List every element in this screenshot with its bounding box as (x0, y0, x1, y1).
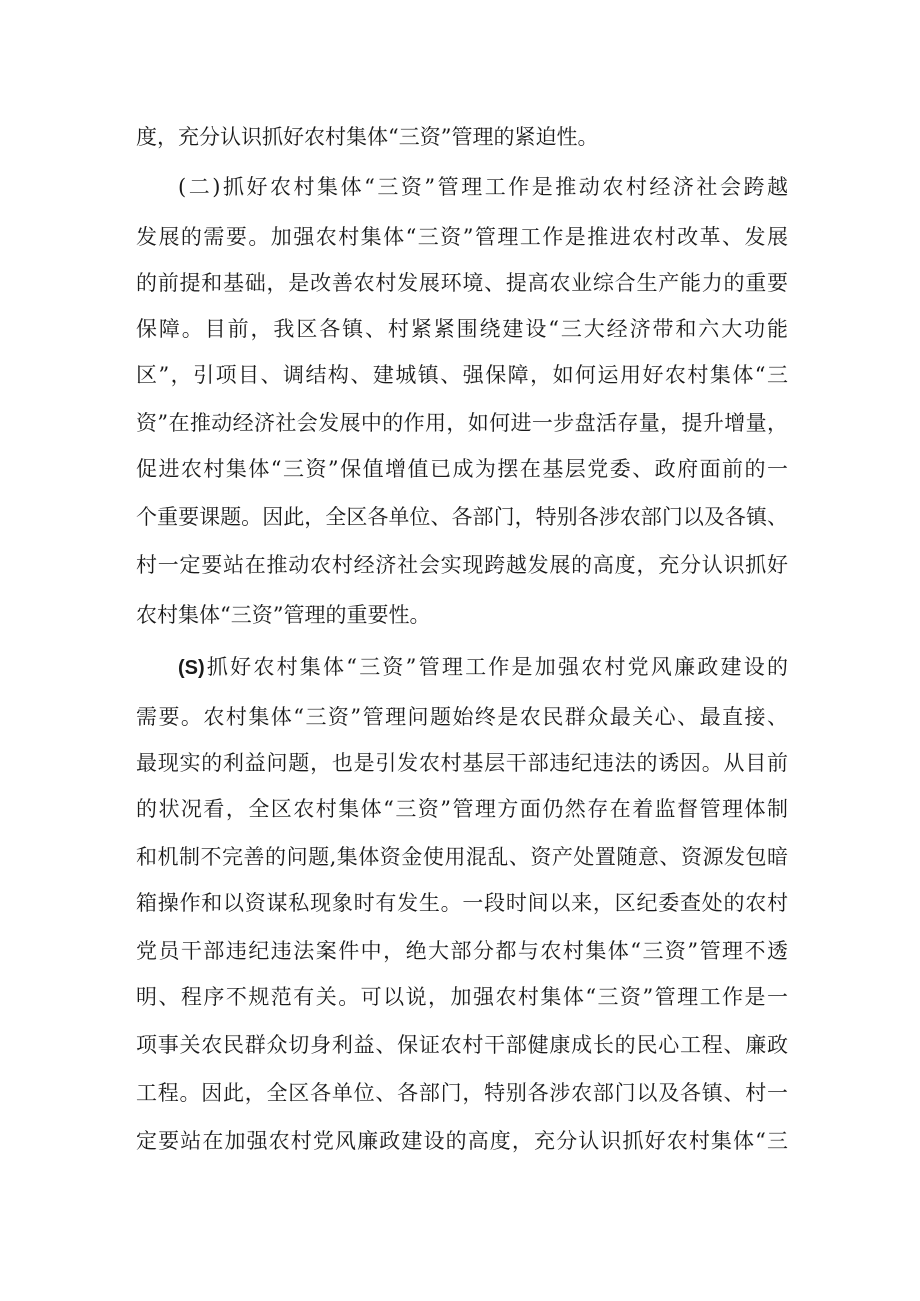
paragraph-3-line: 和机制不完善的问题,集体资金使用混乱、资产处置随意、资源发包暗 (136, 845, 788, 869)
paragraph-2-line: 区”，引项目、调结构、建城镇、强保障，如何运用好农村集体“三 (136, 363, 788, 387)
paragraph-3-line: 明、程序不规范有关。可以说，加强农村集体“三资”管理工作是一 (136, 985, 788, 1009)
paragraph-3-first-line-text: 抓好农村集体“三资”管理工作是加强农村党风廉政建设的 (204, 655, 788, 679)
paragraph-3-line: 定要站在加强农村党风廉政建设的高度，充分认识抓好农村集体“三 (136, 1129, 788, 1153)
paragraph-2-line: 的前提和基础，是改善农村发展环境、提高农业综合生产能力的重要 (136, 271, 788, 295)
paragraph-3-first-line (178, 647, 788, 687)
paragraph-3-line: 党员干部违纪违法案件中，绝大部分都与农村集体“三资”管理不透 (136, 939, 788, 963)
paragraph-2-first-line: (二)抓好农村集体“三资”管理工作是推动农村经济社会跨越 (178, 175, 788, 199)
paragraph-3-line: 箱操作和以资谋私现象时有发生。一段时间以来，区纪委查处的农村 (136, 891, 788, 915)
paragraph-2-line: 保障。目前，我区各镇、村紧紧围绕建设“三大经济带和六大功能 (136, 317, 788, 341)
paragraph-2-line: 发展的需要。加强农村集体“三资”管理工作是推进农村改革、发展 (136, 225, 788, 249)
paragraph-2-line: 促进农村集体“三资”保值增值已成为摆在基层党委、政府面前的一 (136, 457, 788, 481)
paragraph-3-line: 需要。农村集体“三资”管理问题始终是农民群众最关心、最直接、 (136, 705, 788, 729)
paragraph-2-line: 资”在推动经济社会发展中的作用，如何进一步盘活存量，提升增量， (136, 411, 788, 435)
paragraph-2-line: 农村集体“三资”管理的重要性。 (136, 603, 431, 627)
paragraph-3-line: 项事关农民群众切身利益、保证农村干部健康成长的民心工程、廉政 (136, 1033, 788, 1057)
paragraph-3-line: 的状况看，全区农村集体“三资”管理方面仍然存在着监督管理体制 (136, 797, 788, 821)
paragraph-2-line: 村一定要站在推动农村经济社会实现跨越发展的高度，充分认识抓好 (136, 553, 788, 577)
paragraph-1-line: 度，充分认识抓好农村集体“三资”管理的紧迫性。 (136, 125, 599, 149)
paragraph-2-line: 个重要课题。因此，全区各单位、各部门，特别各涉农部门以及各镇、 (136, 505, 788, 529)
section-marker: (S) (178, 657, 205, 679)
paragraph-3-line: 最现实的利益问题，也是引发农村基层干部违纪违法的诱因。从目前 (136, 751, 788, 775)
paragraph-3-line: 工程。因此，全区各单位、各部门，特别各涉农部门以及各镇、村一 (136, 1081, 788, 1105)
